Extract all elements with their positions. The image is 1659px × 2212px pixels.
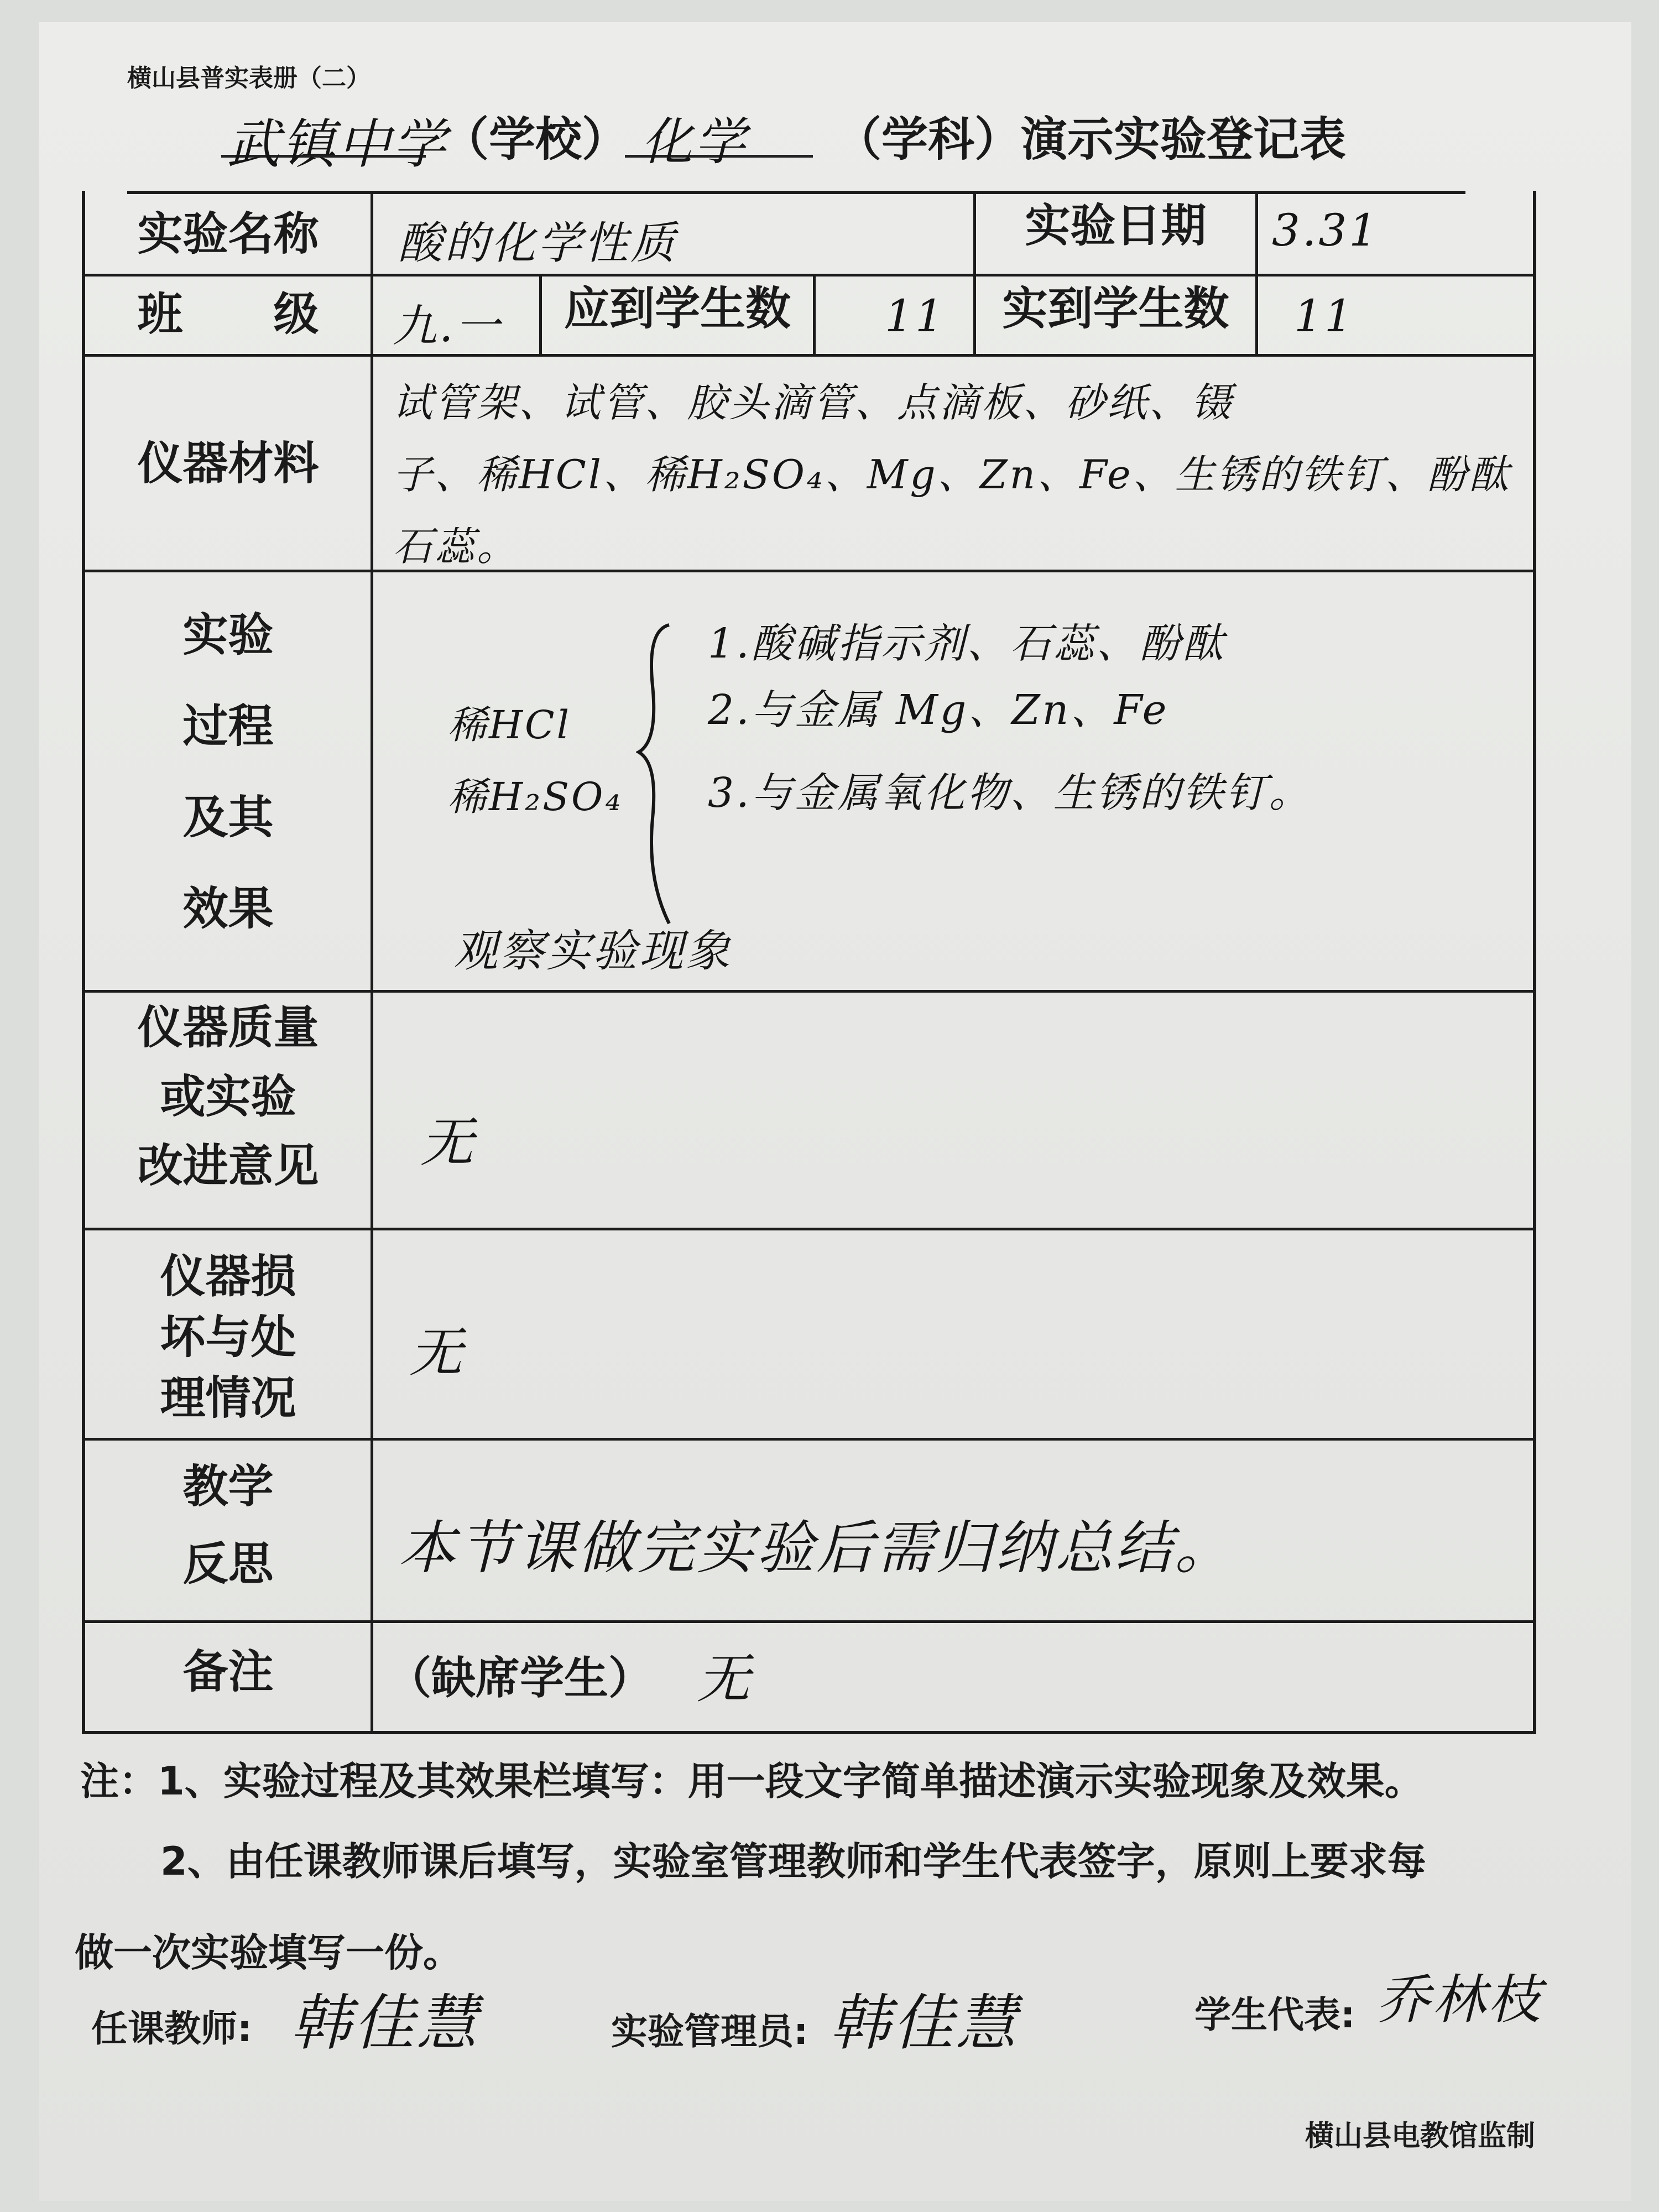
- row-divider: [82, 274, 1536, 276]
- footer-org: 横山县电教馆监制: [1305, 2120, 1536, 2153]
- row-divider: [82, 990, 1536, 993]
- remarks-label: 备注: [182, 1646, 274, 1698]
- actual-students-label: 实到学生数: [1002, 283, 1229, 335]
- table-border-bottom: [82, 1731, 1536, 1734]
- table-border-top: [127, 191, 1465, 194]
- row-divider: [82, 1620, 1536, 1623]
- brace-icon: [636, 619, 680, 929]
- expected-students-label: 应到学生数: [564, 283, 791, 335]
- damage-value: 无: [409, 1322, 465, 1384]
- school-name: 武镇中学: [227, 113, 448, 175]
- form-series-label: 横山县普实表册（二）: [127, 64, 371, 92]
- label-column-divider: [371, 191, 373, 1734]
- reflection-label-line: 反思: [182, 1538, 274, 1590]
- row-divider: [82, 1228, 1536, 1230]
- cell-divider: [973, 274, 976, 354]
- damage-label-line: 仪器损: [160, 1250, 296, 1303]
- quality-value: 无: [420, 1112, 476, 1173]
- manager-label: 实验管理员:: [611, 2010, 808, 2053]
- quality-label-line: 改进意见: [137, 1140, 319, 1192]
- school-label: （学校）: [442, 112, 629, 166]
- reflection-value: 本节课做完实验后需归纳总结。: [398, 1514, 1235, 1582]
- subject-name: 化学: [641, 112, 748, 171]
- cell-divider: [1255, 274, 1258, 354]
- form-title: [221, 97, 1438, 174]
- class-label: 班 级: [137, 288, 319, 341]
- cell-divider: [539, 274, 542, 354]
- process-reagent: 稀H₂SO₄: [448, 774, 623, 820]
- expected-students-value: 11: [885, 290, 946, 342]
- teacher-label: 任课教师:: [91, 2007, 252, 2050]
- experiment-name-label: 实验名称: [137, 208, 319, 260]
- experiment-name-value: 酸的化学性质: [398, 217, 677, 269]
- note-2-line1: 2、由任课教师课后填写，实验室管理教师和学生代表签字，原则上要求每: [160, 1839, 1426, 1884]
- process-label-line: 实验: [182, 609, 274, 661]
- cell-divider: [813, 274, 816, 354]
- experiment-date-label: 实验日期: [1025, 200, 1207, 252]
- reflection-label-line: 教学: [182, 1460, 274, 1513]
- row-divider: [82, 570, 1536, 572]
- actual-students-value: 11: [1294, 290, 1355, 342]
- manager-signature: 韩佳慧: [830, 1987, 1019, 2058]
- process-summary: 观察实验现象: [453, 925, 732, 977]
- table-border-right: [1533, 191, 1536, 1734]
- cell-divider: [1255, 191, 1258, 274]
- table-border-left: [82, 191, 85, 1734]
- process-reagent: 稀HCl: [448, 702, 571, 748]
- process-label-line: 效果: [182, 883, 274, 935]
- note-1: 注：1、实验过程及其效果栏填写：用一段文字简单描述演示实验现象及效果。: [80, 1759, 1423, 1804]
- damage-label-line: 坏与处: [160, 1311, 296, 1364]
- materials-label: 仪器材料: [137, 437, 319, 490]
- form-title-text: （学科）演示实验登记表: [835, 112, 1347, 166]
- teacher-signature: 韩佳慧: [290, 1987, 479, 2058]
- process-label-line: 过程: [182, 700, 274, 753]
- quality-label-line: 仪器质量: [137, 1001, 319, 1054]
- row-divider: [82, 354, 1536, 357]
- experiment-date-value: 3.31: [1272, 205, 1380, 256]
- materials-line: 试管架、试管、胶头滴管、点滴板、砂纸、镊: [393, 379, 1234, 426]
- cell-divider: [973, 191, 976, 274]
- process-label-line: 及其: [182, 791, 274, 844]
- materials-line: 石蕊。: [393, 523, 519, 570]
- student-rep-label: 学生代表:: [1194, 1994, 1355, 2036]
- row-divider: [82, 1438, 1536, 1441]
- quality-label-line: 或实验: [160, 1071, 296, 1123]
- process-item: 2.与金属 Mg、Zn、Fe: [708, 686, 1169, 734]
- process-item: 3.与金属氧化物、生锈的铁钉。: [708, 769, 1312, 817]
- student-rep-signature: 乔林枝: [1377, 1969, 1543, 2031]
- damage-label-line: 理情况: [160, 1372, 296, 1425]
- note-2-line2: 做一次实验填写一份。: [75, 1930, 462, 1975]
- materials-line: 子、稀HCl、稀H₂SO₄、Mg、Zn、Fe、生锈的铁钉、酚酞: [393, 451, 1511, 498]
- process-item: 1.酸碱指示剂、石蕊、酚酞: [708, 620, 1226, 667]
- remarks-prefix: （缺席学生）: [387, 1652, 653, 1704]
- remarks-value: 无: [697, 1648, 752, 1710]
- class-value: 九.一: [393, 300, 502, 352]
